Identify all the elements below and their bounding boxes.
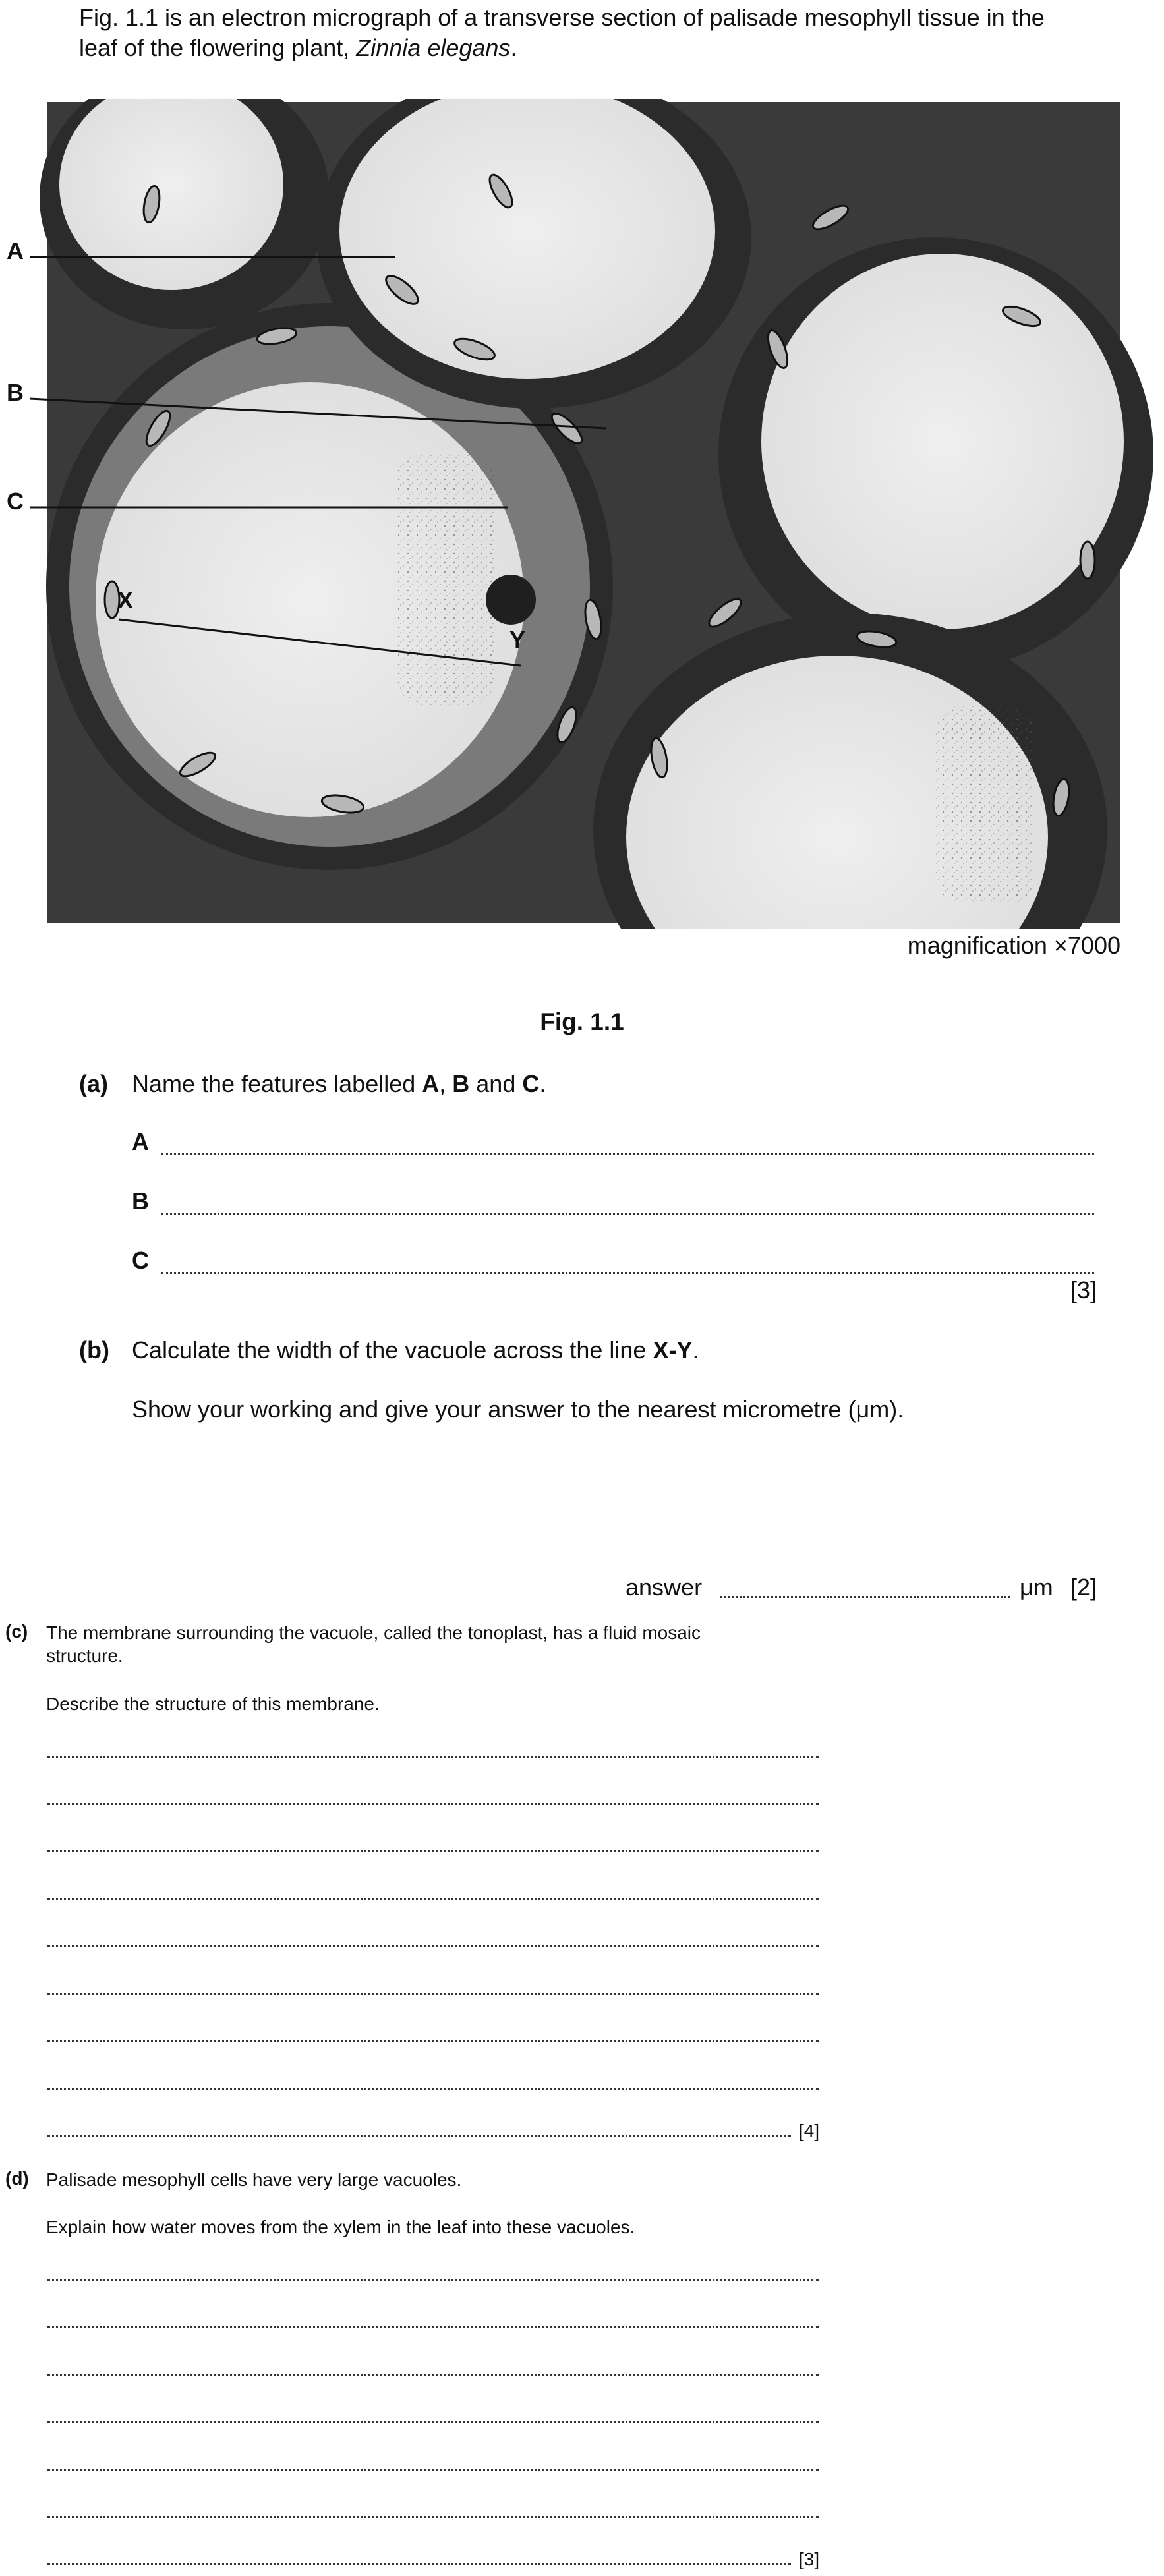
answer-line[interactable] xyxy=(47,1756,819,1758)
marks-c: [4] xyxy=(799,2121,820,2141)
figure-intro xyxy=(79,3,1134,63)
answer-line[interactable] xyxy=(161,1153,1094,1155)
answer-line[interactable] xyxy=(47,2040,819,2042)
answer-line[interactable] xyxy=(47,2135,791,2137)
question-a-tag: (a) xyxy=(79,1070,108,1097)
label-a: A xyxy=(7,237,24,264)
answer-line[interactable] xyxy=(47,2279,819,2281)
magnification: magnification ×7000 xyxy=(907,932,1120,959)
question-c-text: The membrane surrounding the vacuole, called the tonoplast, has a fluid mosaic structure. xyxy=(46,1622,701,1666)
answer-line[interactable] xyxy=(161,1213,1094,1215)
label-x: X xyxy=(117,587,134,614)
answer-label: answer xyxy=(626,1574,703,1601)
question-c-instruction: Describe the structure of this membrane. xyxy=(46,1694,380,1714)
question-c-tag: (c) xyxy=(5,1621,28,1642)
answer-line[interactable] xyxy=(47,2516,819,2518)
question-b-instruction: Show your working and give your answer to the nearest micrometre (μm). xyxy=(132,1396,904,1423)
question-d-instruction: Explain how water moves from the xylem in the leaf into these vacuoles. xyxy=(46,2217,635,2237)
answer-row-a[interactable]: A xyxy=(132,1128,1094,1155)
answer-line[interactable] xyxy=(47,2469,819,2471)
intro-line-1: Fig. 1.1 is an electron micrograph of a transverse section of palisade mesophyll tissue in the xyxy=(79,4,1045,31)
answer-line[interactable] xyxy=(47,2088,819,2090)
question-d-tag: (d) xyxy=(5,2168,29,2189)
answer-line[interactable] xyxy=(47,2374,819,2376)
question-a-text: Name the features labelled A, B and C. xyxy=(132,1070,546,1097)
answer-row-c[interactable]: C xyxy=(132,1247,1094,1273)
answer-line[interactable] xyxy=(47,1898,819,1900)
answer-line[interactable] xyxy=(47,1850,819,1852)
answer-line[interactable] xyxy=(47,1803,819,1805)
label-b: B xyxy=(7,379,24,406)
answer-line[interactable] xyxy=(47,1993,819,1995)
question-d-text: Palisade mesophyll cells have very large vacuoles. xyxy=(46,2169,462,2190)
marks-a: [3] xyxy=(1070,1276,1097,1303)
unit-label: μm xyxy=(1020,1574,1053,1601)
answer-input-b[interactable] xyxy=(720,1596,1010,1598)
figure-caption: Fig. 1.1 xyxy=(540,1008,624,1035)
species-name: Zinnia elegans xyxy=(356,34,511,61)
question-b-tag: (b) xyxy=(79,1336,109,1363)
marks-b: [2] xyxy=(1070,1574,1097,1601)
answer-row-b[interactable]: B xyxy=(132,1188,1094,1214)
answer-line[interactable] xyxy=(47,2421,819,2423)
intro-line-2: leaf of the flowering plant, Zinnia elegans. xyxy=(79,34,517,61)
electron-micrograph xyxy=(0,99,1164,929)
question-b-text: Calculate the width of the vacuole across the line X-Y. xyxy=(132,1336,699,1363)
answer-line[interactable] xyxy=(47,1945,819,1947)
label-y: Y xyxy=(509,626,526,653)
answer-line[interactable] xyxy=(47,2563,791,2565)
answer-line[interactable] xyxy=(47,2326,819,2328)
label-c: C xyxy=(7,488,24,515)
marks-d: [3] xyxy=(799,2549,820,2569)
cell-top-right xyxy=(718,237,1153,672)
answer-line[interactable] xyxy=(161,1272,1094,1274)
